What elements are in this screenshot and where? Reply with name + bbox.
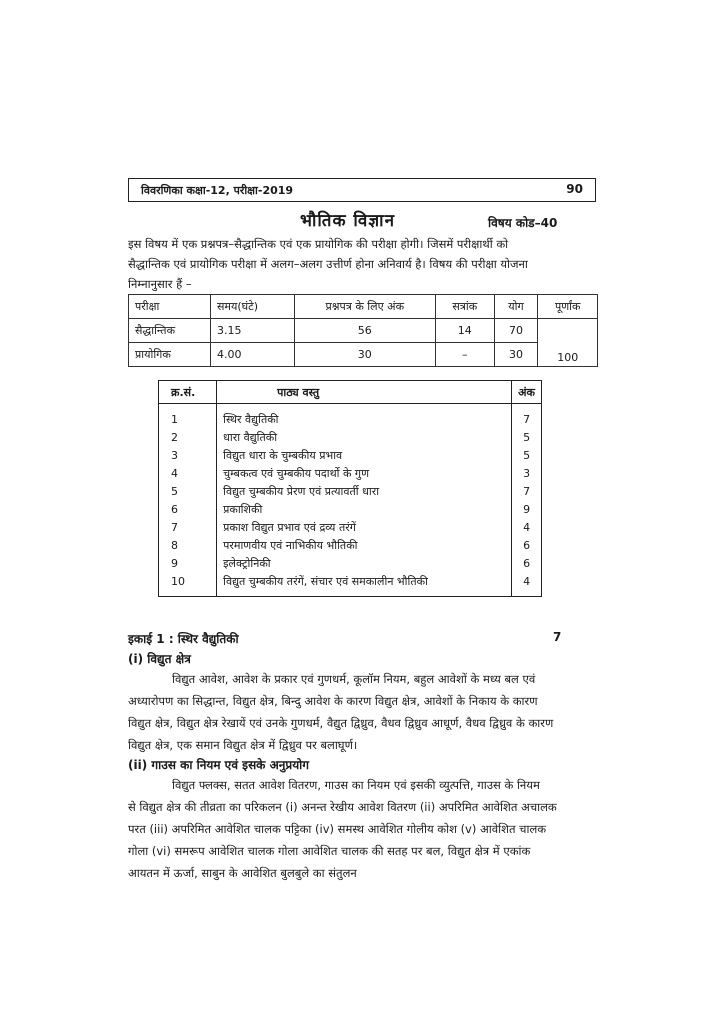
header-title: विवरणिका कक्षा-12, परीक्षा-2019 xyxy=(141,184,294,197)
marks-cell: 7 xyxy=(523,412,531,426)
serial-cell: 7 xyxy=(159,518,217,536)
table-cell: 30 xyxy=(294,343,436,367)
topic-cell: परमाणवीय एवं नाभिकीय भौतिकी xyxy=(217,536,512,554)
table-cell: 4.00 xyxy=(210,343,294,367)
serial-cell: 4 xyxy=(159,464,217,482)
paragraph-line: विद्युत क्षेत्र, विद्युत क्षेत्र रेखायें एवं उनके गुणधर्म, वैद्युत द्विध्रुव, वैधव द्विध्रुव आधूर्ण, वैधव द्विध्रुव के कारण xyxy=(128,716,554,730)
topic-cell: विद्युत चुम्बकीय तरंगें, संचार एवं समकालीन भौतिकी xyxy=(217,572,512,597)
section-paragraph xyxy=(128,774,598,884)
marks-cell: 7 xyxy=(523,484,531,498)
table-row xyxy=(159,428,542,446)
paragraph-line: विद्युत आवेश, आवेश के प्रकार एवं गुणधर्म, कूलॉम नियम, बहुल आवेशों के मध्य बल एवं xyxy=(172,672,536,686)
marks-cell: 5 xyxy=(523,448,531,462)
topic-cell: धारा वैद्युतिकी xyxy=(217,428,512,446)
table-cell: सैद्धान्तिक xyxy=(129,319,211,343)
table-row xyxy=(159,554,542,572)
subject-title: भौतिक विज्ञान xyxy=(300,211,396,231)
marks-cell: 5 xyxy=(523,430,531,444)
header-cell: योग xyxy=(494,295,538,319)
header-cell: अंक xyxy=(512,381,542,404)
serial-cell: 3 xyxy=(159,446,217,464)
marks-cell: 3 xyxy=(523,466,531,480)
header-cell: समय(घंटे) xyxy=(210,295,294,319)
section-heading: (ii) गाउस का नियम एवं इसके अनुप्रयोग xyxy=(128,758,310,772)
topic-cell: स्थिर वैद्युतिकी xyxy=(217,404,512,429)
serial-cell: 5 xyxy=(159,482,217,500)
paragraph-line: विद्युत क्षेत्र, एक समान विद्युत क्षेत्र में द्विध्रुव पर बलाघूर्ण। xyxy=(128,738,358,752)
header-cell: सत्रांक xyxy=(436,295,494,319)
topic-cell: इलेक्ट्रोनिकी xyxy=(217,554,512,572)
header-cell: परीक्षा xyxy=(129,295,211,319)
paragraph-line: परत (iii) अपरिमित आवेशित चालक पट्टिका (iv) समस्थ आवेशित गोलीय कोश (v) आवेशित चालक xyxy=(128,822,547,836)
table-header-row xyxy=(159,381,542,404)
table-row xyxy=(159,404,542,429)
table-row xyxy=(159,500,542,518)
section-heading: (i) विद्युत क्षेत्र xyxy=(128,652,191,666)
topic-cell: प्रकाशिकी xyxy=(217,500,512,518)
topic-cell: चुम्बकत्व एवं चुम्बकीय पदार्थो के गुण xyxy=(217,464,512,482)
table-cell: 70 xyxy=(494,319,538,343)
marks-cell: 6 xyxy=(523,538,531,552)
table-row xyxy=(159,518,542,536)
header-cell: प्रश्नपत्र के लिए अंक xyxy=(294,295,436,319)
table-cell: प्रायोगिक xyxy=(129,343,211,367)
table-row xyxy=(159,482,542,500)
table-row xyxy=(159,536,542,554)
serial-cell: 8 xyxy=(159,536,217,554)
syllabus-table xyxy=(158,380,542,597)
intro-line: निम्नानुसार हैं – xyxy=(128,277,192,291)
table-cell: 14 xyxy=(436,319,494,343)
serial-cell: 1 xyxy=(159,404,217,429)
table-cell: – xyxy=(436,343,494,367)
subject-code: विषय कोड–40 xyxy=(488,216,558,230)
section-paragraph xyxy=(128,668,598,756)
unit-marks: 7 xyxy=(553,630,562,644)
intro-line: इस विषय में एक प्रश्नपत्र–सैद्धान्तिक एवं एक प्रायोगिक की परीक्षा होगी। जिसमें परीक्षार्थी को xyxy=(128,237,509,251)
intro-paragraph xyxy=(128,234,598,294)
marks-cell: 6 xyxy=(523,556,531,570)
serial-cell: 9 xyxy=(159,554,217,572)
header-cell: क्र.सं. xyxy=(159,381,217,404)
intro-line: सैद्धान्तिक एवं प्रायोगिक परीक्षा में अलग–अलग उत्तीर्ण होना अनिवार्य है। विषय की परीक्षा योजना xyxy=(128,257,528,271)
table-row xyxy=(129,343,598,367)
total-cell: 100 xyxy=(538,319,598,367)
topic-cell: विद्युत धारा के चुम्बकीय प्रभाव xyxy=(217,446,512,464)
serial-cell: 2 xyxy=(159,428,217,446)
table-cell: 56 xyxy=(294,319,436,343)
exam-scheme-table xyxy=(128,294,598,367)
table-header-row xyxy=(129,295,598,319)
paragraph-line: अध्यारोपण का सिद्धान्त, विद्युत क्षेत्र, बिन्दु आवेश के कारण विद्युत क्षेत्र, आवेशों के निकाय के कारण xyxy=(128,694,538,708)
table-row xyxy=(159,464,542,482)
serial-cell: 10 xyxy=(159,572,217,597)
table-row xyxy=(159,446,542,464)
page-header xyxy=(128,178,596,202)
paragraph-line: गोला (vi) समरूप आवेशित चालक गोला आवेशित चालक की सतह पर बल, विद्युत क्षेत्र में एकांक xyxy=(128,844,531,858)
marks-cell: 9 xyxy=(523,502,531,516)
table-cell: 30 xyxy=(494,343,538,367)
paragraph-line: आयतन में ऊर्जा, साबुन के आवेशित बुलबुले का संतुलन xyxy=(128,866,357,880)
paragraph-line: से विद्युत क्षेत्र की तीव्रता का परिकलन (i) अनन्त रेखीय आवेश वितरण (ii) अपरिमित आवेशित अचालक xyxy=(128,800,557,814)
paragraph-line: विद्युत फ्लक्स, सतत आवेश वितरण, गाउस का नियम एवं इसकी व्युत्पत्ति, गाउस के नियम xyxy=(172,778,540,792)
topic-cell: विद्युत चुम्बकीय प्रेरण एवं प्रत्यावर्ती धारा xyxy=(217,482,512,500)
table-row xyxy=(129,319,598,343)
unit-title: इकाई 1 : स्थिर वैद्युतिकी xyxy=(128,632,239,646)
marks-cell: 4 xyxy=(523,520,531,534)
topic-cell: प्रकाश विद्युत प्रभाव एवं द्रव्य तरंगें xyxy=(217,518,512,536)
serial-cell: 6 xyxy=(159,500,217,518)
page-number: 90 xyxy=(566,182,583,196)
table-cell: 3.15 xyxy=(210,319,294,343)
header-cell: पूर्णांक xyxy=(538,295,598,319)
header-cell: पाठ्य वस्तु xyxy=(217,381,512,404)
table-row xyxy=(159,572,542,597)
marks-cell: 4 xyxy=(523,574,531,588)
